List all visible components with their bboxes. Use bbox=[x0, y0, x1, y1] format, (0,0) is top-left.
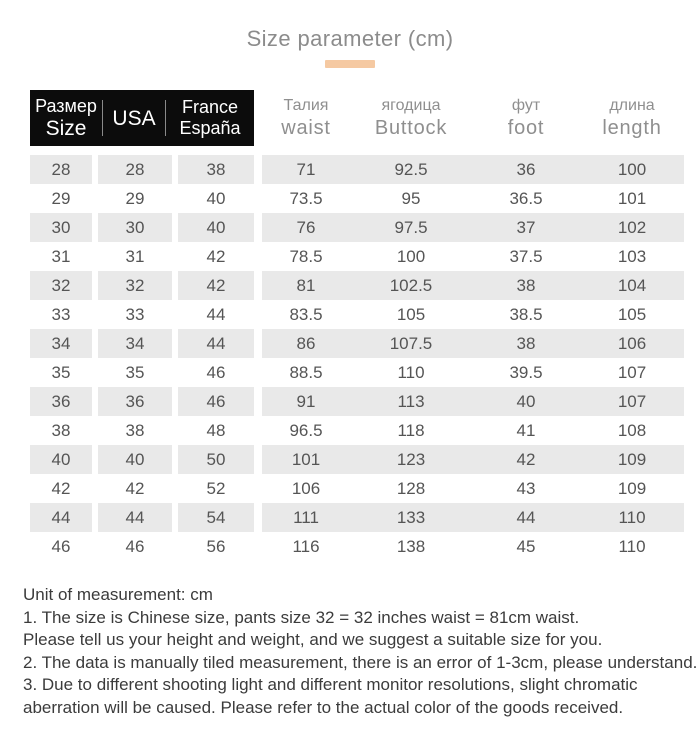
cell-length: 109 bbox=[617, 478, 647, 498]
column-gap bbox=[254, 184, 262, 213]
header-length bbox=[580, 90, 684, 146]
header-size-ru: Размер bbox=[35, 96, 97, 116]
column-gap bbox=[254, 213, 262, 242]
header-france-line1: France bbox=[181, 97, 239, 117]
note-2: 2. The data is manually tiled measurement, there is an error of 1-3cm, please understand. bbox=[23, 652, 698, 672]
cell-usa: 31 bbox=[125, 246, 145, 266]
cell-usa: 28 bbox=[98, 155, 172, 184]
cell-france: 42 bbox=[206, 246, 226, 266]
measurements-cells bbox=[262, 474, 684, 503]
column-gap bbox=[254, 271, 262, 300]
header-black-box bbox=[30, 90, 254, 146]
cell-foot: 36.5 bbox=[509, 188, 543, 208]
header-waist-en: waist bbox=[281, 116, 331, 139]
cell-foot: 44 bbox=[516, 507, 536, 527]
cell-size: 30 bbox=[30, 213, 92, 242]
cell-waist: 116 bbox=[292, 536, 320, 556]
cell-waist: 106 bbox=[291, 478, 321, 498]
measurements-cells bbox=[262, 329, 684, 358]
cell-foot: 42 bbox=[516, 449, 536, 469]
table-body bbox=[30, 155, 686, 561]
table-row bbox=[30, 271, 686, 300]
column-gap bbox=[254, 358, 262, 387]
table-row bbox=[30, 445, 686, 474]
cell-buttock: 107.5 bbox=[389, 333, 433, 353]
size-table bbox=[30, 90, 686, 561]
cell-waist: 88.5 bbox=[289, 362, 323, 382]
page-title: Size parameter (cm) bbox=[246, 26, 454, 51]
note-1: 1. The size is Chinese size, pants size 32 = 32 inches waist = 81cm waist. bbox=[23, 607, 580, 627]
header-buttock-ru: ягодица bbox=[381, 96, 441, 114]
header-length-ru: длина bbox=[609, 96, 655, 114]
cell-foot: 41 bbox=[516, 420, 536, 440]
header-measurements bbox=[262, 90, 684, 146]
cell-france: 46 bbox=[206, 362, 226, 382]
cell-size: 42 bbox=[51, 478, 71, 498]
cell-buttock: 110 bbox=[397, 362, 425, 382]
column-gap bbox=[254, 503, 262, 532]
measurements-cells bbox=[262, 532, 684, 561]
table-row bbox=[30, 155, 686, 184]
header-waist bbox=[262, 90, 350, 146]
measurements-cells bbox=[262, 300, 684, 329]
column-gap bbox=[254, 300, 262, 329]
column-gap bbox=[254, 474, 262, 503]
header-size-en: Size bbox=[45, 117, 87, 140]
measurements-cells bbox=[262, 242, 684, 271]
measurements-cells bbox=[262, 387, 684, 416]
cell-buttock: 133 bbox=[396, 507, 426, 527]
cell-usa: 32 bbox=[98, 271, 172, 300]
cell-waist: 81 bbox=[296, 275, 316, 295]
table-row bbox=[30, 416, 686, 445]
cell-usa: 40 bbox=[98, 445, 172, 474]
table-row bbox=[30, 213, 686, 242]
cell-size: 40 bbox=[30, 445, 92, 474]
cell-waist: 101 bbox=[291, 449, 321, 469]
cell-france: 52 bbox=[206, 478, 226, 498]
cell-waist: 73.5 bbox=[289, 188, 323, 208]
cell-length: 101 bbox=[617, 188, 647, 208]
cell-france: 56 bbox=[206, 536, 226, 556]
cell-france: 44 bbox=[206, 304, 226, 324]
header-length-en: length bbox=[602, 116, 662, 139]
cell-size: 36 bbox=[30, 387, 92, 416]
cell-france: 48 bbox=[206, 420, 226, 440]
cell-waist: 78.5 bbox=[289, 246, 323, 266]
cell-usa: 29 bbox=[125, 188, 145, 208]
cell-foot: 39.5 bbox=[509, 362, 543, 382]
measurements-cells bbox=[262, 184, 684, 213]
table-row bbox=[30, 387, 686, 416]
note-3: 3. Due to different shooting light and different monitor resolutions, slight chromatic bbox=[23, 675, 638, 694]
header-france-line2: España bbox=[179, 118, 241, 138]
cell-foot: 37 bbox=[516, 217, 536, 237]
cell-foot: 38 bbox=[516, 333, 536, 353]
cell-foot: 37.5 bbox=[509, 246, 543, 266]
cell-size: 34 bbox=[30, 329, 92, 358]
cell-length: 106 bbox=[617, 333, 647, 353]
cell-buttock: 100 bbox=[396, 246, 426, 266]
cell-length: 102 bbox=[617, 217, 647, 237]
measurements-cells bbox=[262, 416, 684, 445]
note-unit: Unit of measurement: cm bbox=[23, 585, 213, 604]
cell-france: 46 bbox=[178, 387, 254, 416]
measurements-cells bbox=[262, 155, 684, 184]
table-row bbox=[30, 358, 686, 387]
cell-usa: 33 bbox=[125, 304, 145, 324]
header-size bbox=[30, 90, 102, 146]
cell-size: 28 bbox=[30, 155, 92, 184]
cell-length: 100 bbox=[617, 159, 647, 179]
header-france bbox=[166, 90, 254, 146]
cell-buttock: 105 bbox=[396, 304, 426, 324]
cell-usa: 36 bbox=[98, 387, 172, 416]
column-gap bbox=[254, 532, 262, 561]
cell-size: 29 bbox=[51, 188, 71, 208]
cell-size: 44 bbox=[30, 503, 92, 532]
header-foot-ru: фут bbox=[511, 96, 541, 114]
cell-length: 110 bbox=[618, 536, 646, 556]
cell-foot: 45 bbox=[516, 536, 536, 556]
column-gap bbox=[254, 416, 262, 445]
cell-usa: 46 bbox=[125, 536, 145, 556]
cell-buttock: 92.5 bbox=[394, 159, 428, 179]
cell-france: 40 bbox=[206, 188, 226, 208]
column-gap bbox=[254, 242, 262, 271]
cell-length: 110 bbox=[618, 507, 646, 527]
measurements-cells bbox=[262, 358, 684, 387]
header-usa-label: USA bbox=[112, 106, 156, 130]
header-buttock bbox=[350, 90, 472, 146]
title-underline-bar bbox=[325, 60, 375, 68]
cell-foot: 38.5 bbox=[509, 304, 543, 324]
table-row bbox=[30, 329, 686, 358]
cell-buttock: 118 bbox=[397, 420, 425, 440]
cell-waist: 91 bbox=[296, 391, 316, 411]
measurements-cells bbox=[262, 445, 684, 474]
cell-waist: 76 bbox=[296, 217, 316, 237]
column-gap bbox=[254, 155, 262, 184]
note-1b: Please tell us your height and weight, and we suggest a suitable size for you. bbox=[23, 630, 603, 649]
cell-france: 42 bbox=[178, 271, 254, 300]
cell-waist: 83.5 bbox=[289, 304, 323, 324]
measurements-cells bbox=[262, 213, 684, 242]
header-buttock-en: Buttock bbox=[374, 116, 448, 139]
cell-buttock: 102.5 bbox=[389, 275, 433, 295]
cell-foot: 38 bbox=[516, 275, 536, 295]
cell-size: 32 bbox=[30, 271, 92, 300]
cell-waist: 86 bbox=[296, 333, 316, 353]
measurements-cells bbox=[262, 503, 684, 532]
cell-buttock: 95 bbox=[401, 188, 421, 208]
header-foot-en: foot bbox=[507, 116, 545, 139]
cell-france: 54 bbox=[178, 503, 254, 532]
table-row bbox=[30, 503, 686, 532]
cell-usa: 30 bbox=[98, 213, 172, 242]
cell-length: 105 bbox=[617, 304, 647, 324]
cell-france: 50 bbox=[178, 445, 254, 474]
cell-foot: 43 bbox=[516, 478, 536, 498]
cell-france: 44 bbox=[178, 329, 254, 358]
cell-buttock: 97.5 bbox=[394, 217, 428, 237]
cell-waist: 71 bbox=[296, 159, 316, 179]
cell-buttock: 113 bbox=[397, 391, 425, 411]
cell-foot: 36 bbox=[516, 159, 536, 179]
table-row bbox=[30, 242, 686, 271]
notes-block bbox=[23, 584, 700, 719]
cell-length: 107 bbox=[617, 362, 647, 382]
cell-foot: 40 bbox=[516, 391, 536, 411]
column-gap bbox=[254, 445, 262, 474]
cell-size: 38 bbox=[51, 420, 71, 440]
cell-usa: 44 bbox=[98, 503, 172, 532]
cell-length: 104 bbox=[617, 275, 647, 295]
cell-buttock: 123 bbox=[396, 449, 426, 469]
cell-waist: 96.5 bbox=[289, 420, 323, 440]
cell-size: 31 bbox=[51, 246, 71, 266]
note-3b: aberration will be caused. Please refer to the actual color of the goods received. bbox=[23, 697, 624, 717]
table-row bbox=[30, 184, 686, 213]
cell-waist: 111 bbox=[293, 507, 319, 527]
cell-length: 109 bbox=[617, 449, 647, 469]
cell-france: 38 bbox=[178, 155, 254, 184]
cell-usa: 38 bbox=[125, 420, 145, 440]
cell-france: 40 bbox=[178, 213, 254, 242]
table-row bbox=[30, 474, 686, 503]
measurements-cells bbox=[262, 271, 684, 300]
cell-usa: 34 bbox=[98, 329, 172, 358]
column-gap bbox=[254, 387, 262, 416]
header-foot bbox=[472, 90, 580, 146]
cell-length: 107 bbox=[617, 391, 647, 411]
cell-size: 33 bbox=[51, 304, 71, 324]
cell-length: 108 bbox=[617, 420, 647, 440]
cell-size: 46 bbox=[51, 536, 71, 556]
cell-length: 103 bbox=[617, 246, 647, 266]
header-waist-ru: Талия bbox=[283, 96, 329, 114]
table-header bbox=[30, 90, 686, 146]
table-row bbox=[30, 532, 686, 561]
column-gap bbox=[254, 329, 262, 358]
cell-usa: 42 bbox=[125, 478, 145, 498]
cell-usa: 35 bbox=[125, 362, 145, 382]
cell-buttock: 128 bbox=[396, 478, 426, 498]
header-usa bbox=[103, 90, 165, 146]
cell-buttock: 138 bbox=[396, 536, 426, 556]
cell-size: 35 bbox=[51, 362, 71, 382]
table-row bbox=[30, 300, 686, 329]
